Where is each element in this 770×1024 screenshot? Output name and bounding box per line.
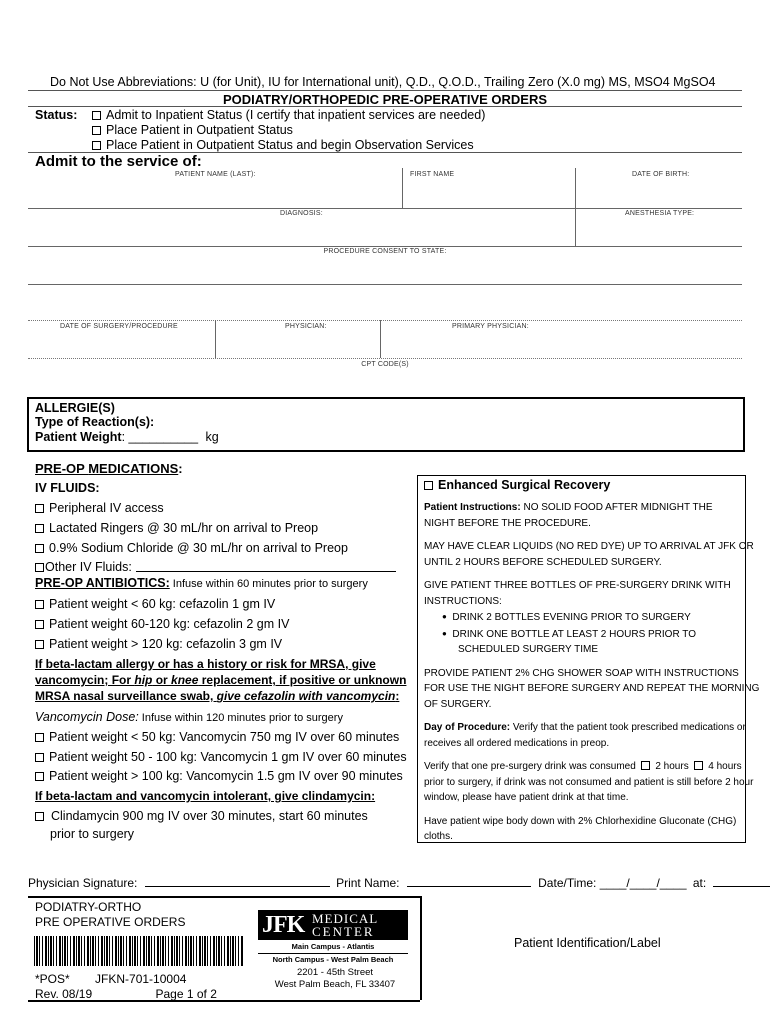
status-option-outpatient[interactable] — [92, 123, 293, 137]
date-field[interactable]: ____/____/____ — [599, 876, 687, 890]
primary-physician-field[interactable] — [382, 333, 742, 357]
divider — [28, 208, 742, 209]
mrsa-line-1: If beta-lactam allergy or has a history or risk for MRSA, give — [35, 657, 376, 671]
logo-medical: MEDICAL — [312, 911, 379, 926]
checkbox[interactable] — [35, 544, 44, 553]
checkbox-4-hours[interactable] — [694, 761, 703, 770]
divider — [28, 106, 742, 107]
cpt-label: CPT CODE(S) — [361, 361, 409, 368]
checkbox-2-hours[interactable] — [641, 761, 650, 770]
iv-option-lactated[interactable] — [35, 518, 318, 538]
signature-field[interactable] — [145, 875, 330, 887]
address-line: West Palm Beach, FL 33407 — [274, 979, 396, 990]
esr-heading-label: Enhanced Surgical Recovery — [438, 478, 611, 492]
day-of-procedure — [424, 720, 746, 736]
checkbox[interactable] — [35, 640, 44, 649]
barcode — [34, 936, 244, 966]
dob-field[interactable] — [577, 180, 742, 206]
pi-text: NO SOLID FOOD AFTER MIDNIGHT THE — [520, 502, 713, 513]
divider — [215, 320, 216, 358]
option-label: Peripheral IV access — [49, 501, 164, 515]
iv-option-other[interactable] — [35, 557, 132, 577]
campus-north: North Campus - West Palm Beach — [258, 953, 408, 965]
anesthesia-field[interactable] — [577, 220, 742, 244]
revision — [35, 987, 217, 1001]
mrsa-text: or — [152, 673, 172, 687]
allergies-label: ALLERGIE(S) — [35, 401, 115, 415]
print-name-label: Print Name: — [336, 876, 400, 890]
abx-option-3[interactable] — [35, 634, 282, 654]
bullet-item — [424, 626, 742, 643]
diagnosis-field[interactable] — [28, 220, 573, 244]
abx-option-2[interactable] — [35, 614, 289, 634]
signature-row — [28, 875, 770, 890]
checkbox[interactable] — [35, 563, 44, 572]
print-name-field[interactable] — [407, 875, 531, 887]
liquids-text: MAY HAVE CLEAR LIQUIDS (NO RED DYE) UP TO ARRIVAL AT JFK OR — [424, 541, 754, 552]
reaction-label: Type of Reaction(s): — [35, 415, 155, 429]
preop-heading-b: MEDICATIONS — [88, 461, 179, 476]
verify-text: Verify that one pre-surgery drink was consumed — [424, 761, 636, 772]
vanc-option-3[interactable] — [35, 766, 403, 786]
jfk-logo — [258, 910, 408, 964]
checkbox[interactable] — [35, 504, 44, 513]
checkbox[interactable] — [35, 772, 44, 781]
patient-instructions — [424, 500, 742, 516]
pi-text: NIGHT BEFORE THE PROCEDURE. — [424, 517, 591, 529]
mrsa-text: : — [395, 689, 400, 703]
vanc-heading-label: Vancomycin Dose: — [35, 710, 139, 724]
option-label: Place Patient in Outpatient Status and begin Observation Services — [106, 138, 474, 152]
soap-text: PROVIDE PATIENT 2% CHG SHOWER SOAP WITH INSTRUCTIONS — [424, 667, 739, 679]
dob-label: DATE OF BIRTH: — [632, 171, 690, 178]
date-time-label: Date/Time: — [538, 876, 597, 890]
divider — [402, 168, 403, 208]
patient-weight — [35, 430, 219, 444]
option-label: Patient weight > 120 kg: cefazolin 3 gm IV — [49, 637, 283, 651]
option-label: Place Patient in Outpatient Status — [106, 123, 293, 137]
form-number — [35, 972, 186, 986]
checkbox[interactable] — [35, 600, 44, 609]
diagnosis-label: DIAGNOSIS: — [280, 210, 323, 217]
form-id: JFKN-701-10004 — [95, 972, 187, 986]
mrsa-text: MRSA nasal surveillance swab, — [35, 689, 217, 703]
soap-text: OF SURGERY. — [424, 698, 492, 710]
mrsa-text: knee — [171, 673, 199, 687]
option-label: Patient weight 60-120 kg: cefazolin 2 gm IV — [49, 617, 290, 631]
iv-option-peripheral[interactable] — [35, 498, 164, 518]
option-label: Patient weight < 60 kg: cefazolin 1 gm IV — [49, 597, 276, 611]
patient-last-field[interactable] — [28, 180, 400, 206]
campus-main: Main Campus - Atlantis — [291, 942, 375, 951]
bullet-icon: ● — [442, 628, 447, 638]
vanc-heading — [35, 710, 343, 724]
divider — [28, 246, 742, 247]
consent-label: PROCEDURE CONSENT TO STATE: — [323, 248, 447, 255]
divider — [28, 90, 742, 91]
divider — [575, 168, 576, 208]
abx-note: Infuse within 60 minutes prior to surgery — [169, 578, 368, 590]
mrsa-text: give cefazolin with vancomycin — [216, 689, 396, 703]
wipe-text: cloths. — [424, 831, 453, 842]
wipe-text: Have patient wipe body down with 2% Chlorhexidine Gluconate (CHG) — [424, 815, 737, 827]
divider — [575, 208, 576, 246]
iv-fluids-heading: IV FLUIDS: — [35, 481, 100, 495]
option-label: Lactated Ringers @ 30 mL/hr on arrival to Preop — [49, 521, 319, 535]
page-title: PODIATRY/ORTHOPEDIC PRE-OPERATIVE ORDERS — [222, 92, 548, 107]
form-name-line: PODIATRY-ORTHO — [35, 900, 142, 914]
mrsa-line-2 — [35, 672, 406, 688]
liquids-text: UNTIL 2 HOURS BEFORE SCHEDULED SURGERY. — [424, 556, 662, 568]
status-label: Status: — [35, 108, 78, 122]
signature-label: Physician Signature: — [28, 876, 138, 890]
date-surgery-field[interactable] — [28, 333, 213, 357]
weight-label: Patient Weight — [35, 430, 122, 444]
checkbox[interactable] — [92, 111, 101, 120]
esr-heading[interactable] — [424, 478, 610, 492]
mrsa-text: hip — [134, 673, 153, 687]
option-label: 4 hours — [708, 761, 742, 772]
dop-label: Day of Procedure: — [424, 722, 511, 733]
physician-field[interactable] — [217, 333, 378, 357]
pi-label: Patient Instructions: — [424, 502, 521, 513]
divider — [28, 358, 742, 359]
vanc-option-2[interactable] — [35, 747, 407, 767]
logo-center: CENTER — [312, 924, 375, 939]
pos-code: *POS* — [35, 972, 70, 986]
abbreviation-note: Do Not Use Abbreviations: U (for Unit), IU for International unit), Q.D., Q.O.D., Trailing Zero (X.0 mg) MS, MSO4 MgSO4 — [50, 75, 716, 89]
divider — [380, 320, 381, 358]
physician-label: PHYSICIAN: — [285, 323, 327, 330]
primary-physician-label: PRIMARY PHYSICIAN: — [452, 323, 529, 330]
bullet-item — [424, 609, 742, 626]
preop-heading — [35, 461, 183, 476]
form-name-line: PRE OPERATIVE ORDERS — [35, 915, 186, 929]
vanc-option-1[interactable] — [35, 727, 399, 747]
clinda-option[interactable] — [35, 807, 368, 843]
drink-text: INSTRUCTIONS: — [424, 595, 502, 607]
mrsa-text: replacement, if positive or unknown — [198, 673, 407, 687]
dop-text: receives all ordered medications in preop. — [424, 737, 610, 749]
address-line: 2201 - 45th Street — [296, 967, 374, 978]
time-field[interactable] — [713, 875, 770, 887]
vanc-note: Infuse within 120 minutes prior to surgery — [138, 712, 343, 724]
esr-content — [424, 500, 760, 845]
checkbox[interactable] — [92, 126, 101, 135]
checkbox[interactable] — [35, 620, 44, 629]
bullet-text: DRINK 2 BOTTLES EVENING PRIOR TO SURGERY — [452, 612, 691, 623]
preop-heading-c: : — [178, 461, 183, 476]
checkbox[interactable] — [92, 141, 101, 150]
admit-heading: Admit to the service of: — [35, 153, 202, 170]
option-label: Admit to Inpatient Status (I certify that inpatient services are needed) — [106, 108, 486, 122]
option-label: 2 hours — [655, 761, 689, 772]
drink-text: GIVE PATIENT THREE BOTTLES OF PRE-SURGERY DRINK WITH — [424, 580, 731, 591]
checkbox[interactable] — [35, 733, 44, 742]
option-label: Patient weight > 100 kg: Vancomycin 1.5 gm IV over 90 minutes — [49, 769, 403, 783]
option-label: 0.9% Sodium Chloride @ 30 mL/hr on arrival to Preop — [49, 541, 348, 555]
mrsa-text: vancomycin; For — [35, 673, 135, 687]
page-number: Page 1 of 2 — [155, 987, 217, 1001]
option-label: prior to surgery — [50, 827, 135, 841]
status-option-observation[interactable] — [92, 138, 474, 152]
preop-heading-a: PRE-OP — [35, 461, 89, 476]
verify-text: window, please have patient drink at that time. — [424, 792, 629, 803]
soap-text: FOR USE THE NIGHT BEFORE SURGERY AND REPEAT THE MORNING — [424, 683, 760, 694]
option-label: Clindamycin 900 mg IV over 30 minutes, start 60 minutes — [51, 809, 368, 823]
divider — [28, 320, 742, 321]
clinda-heading: If beta-lactam and vancomycin intolerant, give clindamycin: — [35, 789, 376, 803]
verify-text: prior to surgery, if drink was not consumed and patient is still before 2 hour — [424, 776, 754, 788]
bullet-text: SCHEDULED SURGERY TIME — [458, 644, 599, 655]
date-surgery-label: DATE OF SURGERY/PROCEDURE — [60, 323, 178, 330]
checkbox[interactable] — [35, 812, 44, 821]
rev-date: Rev. 08/19 — [35, 987, 93, 1001]
abx-heading — [35, 576, 368, 590]
anesthesia-label: ANESTHESIA TYPE: — [625, 210, 695, 217]
mrsa-line-3 — [35, 688, 406, 704]
option-label: Other IV Fluids: — [45, 560, 132, 574]
weight-field[interactable]: : __________ — [121, 430, 199, 444]
mrsa-instruction — [35, 656, 406, 704]
logo-jfk: JFK — [262, 912, 305, 938]
patient-last-label: PATIENT NAME (LAST): — [175, 171, 256, 178]
abx-option-1[interactable] — [35, 594, 275, 614]
bullet-icon: ● — [442, 612, 447, 621]
bullet-text: DRINK ONE BOTTLE AT LEAST 2 HOURS PRIOR TO — [452, 628, 696, 640]
status-option-inpatient[interactable] — [92, 108, 485, 122]
first-name-label: FIRST NAME — [410, 171, 455, 178]
checkbox[interactable] — [424, 481, 433, 490]
iv-option-saline[interactable] — [35, 538, 348, 558]
patient-label-area[interactable]: Patient Identification/Label — [514, 936, 661, 950]
checkbox[interactable] — [35, 753, 44, 762]
checkbox[interactable] — [35, 524, 44, 533]
abx-heading-label: PRE-OP ANTIBIOTICS: — [35, 576, 170, 590]
verify-line — [424, 759, 742, 775]
divider — [420, 896, 422, 1000]
option-label: Patient weight 50 - 100 kg: Vancomycin 1 gm IV over 60 minutes — [49, 750, 407, 764]
other-iv-field[interactable] — [136, 571, 396, 572]
consent-field[interactable] — [28, 258, 742, 318]
at-label: at: — [692, 876, 707, 890]
option-label: Patient weight < 50 kg: Vancomycin 750 mg IV over 60 minutes — [49, 730, 400, 744]
divider — [28, 896, 420, 898]
dop-text: Verify that the patient took prescribed medications or — [510, 722, 746, 733]
address — [255, 967, 415, 991]
cpt-field[interactable] — [28, 370, 742, 390]
form-name — [35, 900, 185, 930]
weight-unit: kg — [205, 430, 219, 444]
first-name-field[interactable] — [404, 180, 574, 206]
